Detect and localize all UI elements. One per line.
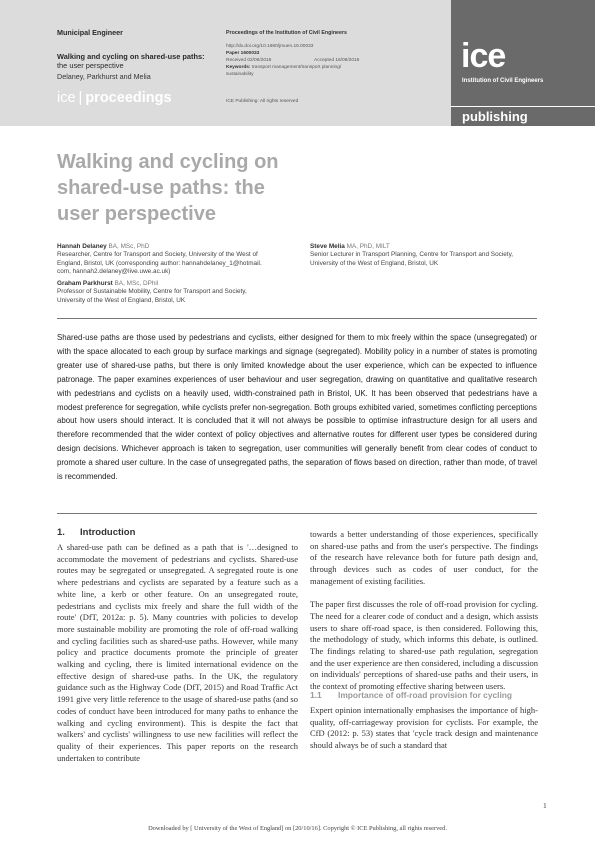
ice-proceedings-brand (57, 90, 172, 106)
article-title (57, 149, 387, 227)
body-paragraph: Expert opinion internationally emphasises the importance of high-quality, off-carriageway provision for cyclists. For example, the CfD (2012: p. 53) states that 'cycle track design and maintenance should always be of such a standard that (310, 705, 538, 751)
received-date: Received 02/06/2016 (226, 58, 272, 63)
paper-number-text: Paper 1600033 (226, 51, 260, 56)
author-name: Steve Melia (310, 243, 345, 250)
logo-publishing-bar (451, 106, 595, 127)
author-affiliation: com, hannah2.delaney@live.uwe.ac.uk) (57, 267, 171, 275)
header-title-line: Walking and cycling on shared-use paths: (57, 52, 205, 61)
title-line: user perspective (57, 203, 216, 225)
logo-ice-wordmark: ice (461, 37, 506, 75)
doi-link[interactable]: http://dx.doi.org/10.1680/jmuen.16.00033 (226, 44, 314, 49)
header-authors: Delaney, Parkhurst and Melia (57, 71, 151, 81)
header-short-title (57, 52, 217, 70)
logo-publishing: publishing (462, 109, 528, 124)
section-number: 1. (57, 527, 65, 538)
abstract: Shared-use paths are those used by pedestrians and cyclists, either designed for them to mix freely within the space (unsegregated) or with the space allocated to each group by surface markings and signage (segregated). Mobility policy in a number of states is promoting greater use of shared-use paths, but there is only limited knowledge about the user experience, which can be expected to influence patronage. The paper examines experiences of user behaviour and user segregation, drawing on quantitative and qualitative research with pedestrians and cyclists on a heavily used, width-constrained path in Bristol, UK. It has been observed that pedestrians have a modest preference for segregation, while cyclists prefer non-segregation. Both groups exhibited varied, sometimes conflicting perceptions about how users should interact. It is concluded that it will not always be possible to optimise infrastructure design for all users and therefore recommended that the wider context of policy objectives and alternative routes for different user types be considered during design decisions. Whichever approach is taken to segregation, user communities will generally benefit from clear codes of conduct to promote a shared user culture. In the case of unsegregated paths, the separation of flows based on direction, rather than mode, of travel is recommended. (57, 333, 537, 482)
section-title: Introduction (80, 527, 136, 538)
body-column-right (310, 529, 538, 693)
abstract-bottom-rule (57, 513, 537, 514)
page-number: 1 (543, 801, 547, 810)
section-heading (57, 527, 135, 538)
download-footer: Downloaded by [ University of the West of England] on [20/10/16]. Copyright © ICE Publishing, all rights reserved. (148, 825, 447, 832)
keywords-text: transport management/transport planning/ (251, 65, 342, 70)
journal-name: Municipal Engineer (57, 28, 123, 37)
rights-statement: ICE Publishing: All rights reserved (226, 99, 299, 104)
body-column-left (57, 542, 298, 764)
author-degrees: BA, MSc, DPhil (114, 280, 159, 287)
subsection-number: 1.1 (310, 690, 322, 700)
author-degrees: BA, MSc, PhD (108, 243, 150, 250)
author-name: Graham Parkhurst (57, 280, 113, 287)
body-paragraph: towards a better understanding of those experiences, specifically on shared-use paths and from the user's perspective. The findings of the research have relevance both for future path design and, through devices such as codes of user conduct, for the management of existing facilities. (310, 529, 538, 586)
author-block (310, 243, 550, 268)
abstract-top-rule (57, 318, 537, 319)
brand-proceedings: proceedings (85, 90, 172, 106)
subsection-title: Importance of off-road provision for cycling (338, 690, 513, 700)
title-line: Walking and cycling on (57, 151, 279, 173)
ice-publishing-logo (451, 0, 595, 126)
keywords-label: Keywords: (226, 65, 251, 70)
author-affiliation: University of the West of England, Bristol, UK (57, 296, 186, 304)
body-paragraph: A shared-use path can be defined as a path that is '…designed to accommodate the movement of pedestrians and cyclists. Shared-use routes may be segregated or unsegregated. A segregated route is one where pedestrians and cyclists are separated by a feature such as a white line, a kerb or other feature. On an unsegregated route, pedestrians and cyclists mix freely and share the full width of the route' (DfT, 2012a: p. 5). Many countries with policies to develop more sustainable mobility are promoting the role of off-road walking and cycling facilities such as shared-use paths. However, while many policy and practice documents promote the principle of greater walking and cycling, there is limited international evidence on the effective design of shared-use paths. In the UK, the regulatory guidance such as the Highway Code (DfT, 2015) and Road Traffic Act 1991 give very little reference to the usage of shared-use paths (and so codes of conduct have been introduced for many paths to enhance the walking and cycling environment). This is despite the fact that walkers' and cyclists' willingness to use new facilities will reflect the quality of their experiences. This paper reports on the research undertaken to contribute (57, 542, 298, 763)
body-paragraph: The paper first discusses the role of off-road provision for cycling. The need for a clearer code of conduct and a design, which assists users to share off-road space, is then considered. Following this, the methodology of study, which informs this debate, is outlined. The findings relating to shared-use path regulation, segregation and the user experience are then considered, including a discussion on individuals' perceptions of shared-use paths and their users, in the context of promoting effective sharing between users. (310, 599, 539, 692)
accepted-date: Accepted 16/08/2016 (314, 58, 360, 63)
author-affiliation: Professor of Sustainable Mobility, Centre for Transport and Society, (57, 288, 247, 296)
author-affiliation: Senior Lecturer in Transport Planning, Centre for Transport and Society, (310, 251, 514, 259)
author-name: Hannah Delaney (57, 243, 107, 250)
subsection-heading (310, 690, 512, 700)
brand-separator: | (78, 90, 83, 106)
paper-number (226, 51, 259, 56)
author-degrees: MA, PhD, MILT (346, 243, 390, 250)
title-line: shared-use paths: the (57, 177, 265, 199)
header-title-line: the user perspective (57, 61, 124, 71)
author-affiliation: Researcher, Centre for Transport and Society, University of the West of (57, 251, 258, 259)
author-block (57, 280, 307, 305)
journal-header (0, 0, 595, 126)
keywords-continued: sustainability (226, 72, 254, 77)
proceedings-line: Proceedings of the Institution of Civil Engineers (226, 30, 347, 36)
author-block (57, 243, 307, 276)
author-affiliation: University of the West of England, Bristol, UK (310, 259, 439, 267)
body-column-right-continued (310, 705, 538, 752)
logo-institution: Institution of Civil Engineers (462, 78, 544, 84)
author-affiliation: England, Bristol, UK (corresponding author: hannahdelaney_1@hotmail. (57, 259, 262, 267)
keywords (226, 65, 341, 70)
brand-ice: ice (57, 90, 76, 106)
